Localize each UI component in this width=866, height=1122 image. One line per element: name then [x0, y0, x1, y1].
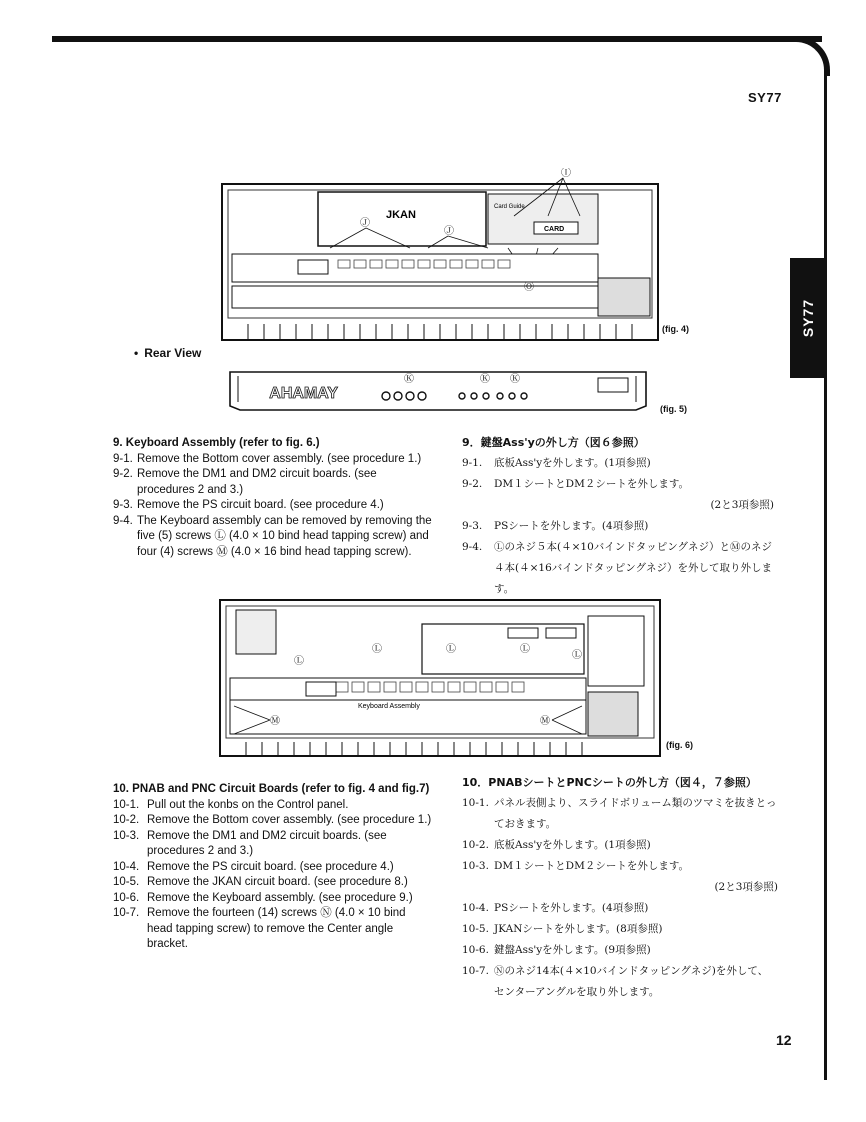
step-text: Remove the DM1 and DM2 circuit boards. (see procedures 2 and 3.) [137, 468, 377, 496]
step-num: 10-1. [113, 798, 140, 811]
section9-en-step [113, 452, 433, 468]
side-tab [790, 258, 826, 378]
section9-jp-step [462, 537, 774, 600]
step-num: 10-3. [113, 829, 140, 842]
step-text: Ⓝのネジ14本(４×10バインドタッピングネジ)を外して、センターアングルを取り外します。 [494, 965, 769, 998]
section10-jp-title: 10．PNABシートとPNCシートの外し方（図４，７参照） [462, 776, 757, 789]
step-text: Remove the fourteen (14) screws Ⓝ (4.0 × 10 bind head tapping screw) to remove the Center angle bracket. [147, 907, 406, 950]
fig4-jkan-label: JKAN [386, 209, 416, 221]
step-num: 10-3. [462, 860, 489, 872]
step-num: 10-5. [462, 923, 489, 935]
fig5-k1: Ⓚ [404, 374, 414, 385]
section10-en-step [113, 860, 433, 876]
step-text: 底板Ass'yを外します。(1項参照) [494, 839, 651, 851]
right-rule [824, 70, 827, 1080]
step-text: The Keyboard assembly can be removed by removing the five (5) screws Ⓛ (4.0 × 10 bind head tapping screw) and four (4) screws Ⓜ (4.0 × 16 bind head tapping screw). [137, 514, 432, 558]
fig4-i: Ⓘ [561, 168, 571, 179]
section10-en-title: 10. PNAB and PNC Circuit Boards (refer to fig. 4 and fig.7) [113, 783, 430, 795]
step-num: 9-2. [462, 478, 483, 490]
fig4-card-label: CARD [544, 226, 565, 233]
fig6-transformer [236, 610, 276, 654]
fig6-l5: Ⓛ [572, 650, 582, 661]
section9-jp [462, 432, 774, 600]
section10-en-step [113, 891, 433, 907]
section10-en-step [113, 906, 433, 953]
section10-en-step [113, 875, 433, 891]
fig4-card-guide-label: Card Guide [494, 204, 525, 210]
step-num: 9-3. [113, 499, 133, 511]
fig6-keyboard-label: Keyboard Assembly [358, 703, 420, 710]
section10-jp-step [462, 835, 778, 856]
step-text: Remove the Keyboard assembly. (see procedure 9.) [147, 891, 413, 904]
fig4-key-bed [232, 254, 598, 282]
step-text: Remove the PS circuit board. (see procedure 4.) [137, 499, 384, 511]
fig6-key-row [230, 678, 586, 700]
section9-en-step [113, 498, 433, 514]
fig4-j1: Ⓙ [360, 218, 370, 229]
step-num: 10-2. [113, 814, 140, 826]
fig6-psu [588, 692, 638, 736]
step-num: 9-3. [462, 520, 483, 532]
step-num: 9-4. [462, 541, 483, 553]
section10-jp-step [462, 961, 778, 1003]
section10-en-step [113, 798, 433, 814]
section9-jp-step-extra: (2と3項参照) [710, 499, 774, 511]
section10-en [113, 782, 433, 953]
step-num: 9-1. [113, 452, 133, 465]
fig6-m1: Ⓜ [270, 716, 280, 727]
fig6-l3: Ⓛ [446, 644, 456, 655]
fig6-diagram [216, 596, 664, 762]
section10-jp-step [462, 793, 778, 835]
section9-en-step [113, 514, 433, 561]
step-num: 9-4. [113, 514, 133, 527]
step-text: DM１シートとDM２シートを外します。 [494, 478, 689, 490]
fig5-caption: (fig. 5) [660, 404, 687, 414]
section10-jp [462, 772, 778, 1003]
step-num: 10-4. [462, 902, 489, 914]
step-num: 10-4. [113, 860, 140, 873]
step-num: 10-1. [462, 797, 489, 809]
step-num: 10-2. [462, 839, 489, 851]
step-text: Pull out the konbs on the Control panel. [147, 798, 349, 811]
step-text: Ⓛのネジ５本(４×10バインドタッピングネジ）とⓂのネジ４本(４×16バインドタッピングネジ）を外して取り外します。 [494, 541, 772, 595]
fig5-brand: YAMAHA [269, 385, 338, 402]
section10-jp-step [462, 856, 778, 877]
fig4-j2: Ⓙ [444, 226, 454, 237]
section10-jp-step [462, 919, 778, 940]
section10-jp-step-extra: (2と3項参照) [714, 881, 778, 893]
page-number: 12 [776, 1032, 792, 1048]
fig4-psu [598, 278, 650, 316]
step-num: 10-6. [462, 944, 489, 956]
step-num: 10-6. [113, 891, 140, 904]
fig6-l2: Ⓛ [372, 644, 382, 655]
fig5-k2: Ⓚ [480, 374, 490, 385]
step-text: Remove the JKAN circuit board. (see procedure 8.) [147, 876, 408, 888]
model-header: SY77 [748, 90, 782, 105]
section10-en-step [113, 829, 433, 860]
fig4-diagram [218, 168, 688, 344]
section10-jp-step [462, 940, 778, 961]
side-tab-label: SY77 [800, 298, 816, 338]
fig4-card-area [488, 194, 598, 244]
step-num: 10-7. [462, 965, 489, 977]
step-text: JKANシートを外します。(8項参照) [494, 923, 663, 935]
section9-jp-title: 9．鍵盤Ass'yの外し方（図６参照） [462, 436, 645, 449]
step-text: Remove the Bottom cover assembly. (see procedure 1.) [137, 452, 422, 465]
step-text: PSシートを外します。(4項参照) [494, 520, 649, 532]
step-text: パネル表側より、スライドボリューム類のツマミを抜きとっておきます。 [494, 797, 777, 830]
section9-jp-step [462, 516, 774, 537]
step-text: 底板Ass'yを外します。(1項参照) [494, 457, 651, 469]
step-text: 鍵盤Ass'yを外します。(9項参照) [494, 944, 651, 956]
fig6-caption: (fig. 6) [666, 740, 693, 750]
section10-en-step [113, 813, 433, 829]
section10-jp-step [462, 898, 778, 919]
step-text: Remove the PS circuit board. (see procedure 4.) [147, 860, 394, 873]
fig6-l1: Ⓛ [294, 656, 304, 667]
step-text: DM１シートとDM２シートを外します。 [494, 860, 689, 872]
rear-view-heading [134, 346, 201, 360]
fig6-m2: Ⓜ [540, 716, 550, 727]
top-rule [52, 36, 822, 42]
step-num: 9-1. [462, 457, 483, 469]
fig4-caption: (fig. 4) [662, 324, 689, 334]
rear-view-label: Rear View [144, 346, 202, 360]
section9-en [113, 436, 433, 560]
fig5-k3: Ⓚ [510, 374, 520, 385]
fig4-o: Ⓞ [524, 282, 534, 293]
bullet-icon: • [134, 346, 139, 360]
step-num: 9-2. [113, 468, 133, 480]
section9-en-title: 9. Keyboard Assembly (refer to fig. 6.) [113, 437, 320, 449]
section9-jp-step [462, 474, 774, 495]
step-num: 10-7. [113, 907, 140, 919]
step-text: Remove the Bottom cover assembly. (see procedure 1.) [147, 814, 432, 826]
section9-jp-step [462, 453, 774, 474]
step-text: PSシートを外します。(4項参照) [494, 902, 649, 914]
fig5-diagram [226, 362, 656, 418]
step-text: Remove the DM1 and DM2 circuit boards. (see procedures 2 and 3.) [147, 829, 387, 857]
step-num: 10-5. [113, 876, 140, 888]
section9-en-step [113, 467, 433, 498]
fig6-l4: Ⓛ [520, 644, 530, 655]
